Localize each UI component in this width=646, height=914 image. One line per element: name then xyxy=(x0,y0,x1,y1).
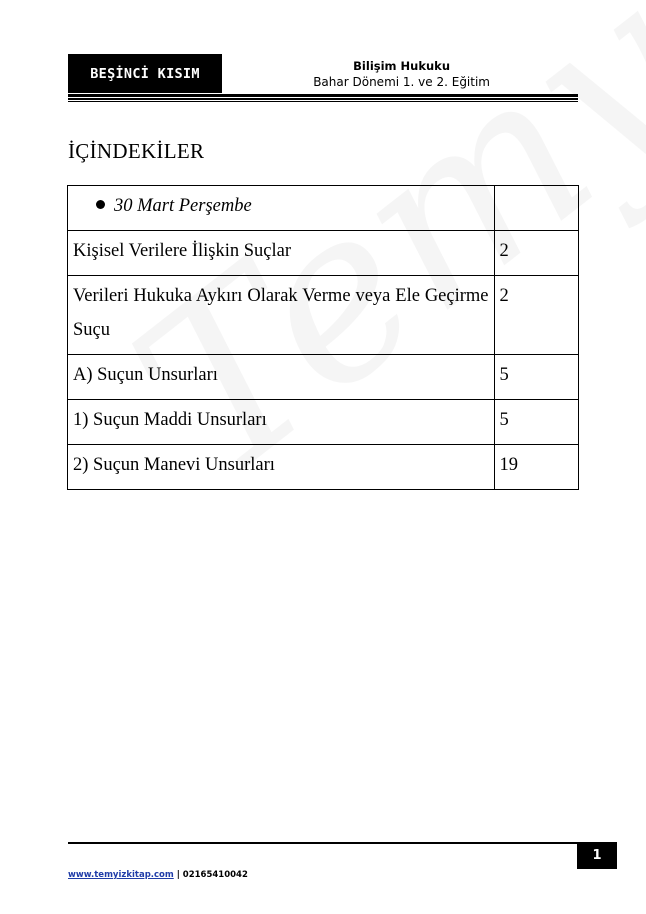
toc-row-label xyxy=(68,186,495,231)
toc-date-label: 30 Mart Perşembe xyxy=(114,196,252,216)
website-link[interactable]: www.temyizkitap.com xyxy=(68,870,174,880)
phone-number: 02165410042 xyxy=(182,870,248,880)
toc-row-page xyxy=(494,186,578,231)
page-number: 1 xyxy=(577,842,617,869)
toc-row xyxy=(68,276,579,355)
footer-rule xyxy=(68,842,578,844)
toc-row xyxy=(68,355,579,400)
toc-row xyxy=(68,231,579,276)
footer-separator: | xyxy=(176,870,180,880)
toc-row-page: 2 xyxy=(494,276,578,355)
toc-row-label: A) Suçun Unsurları xyxy=(68,355,495,400)
toc-row-page: 5 xyxy=(494,355,578,400)
header-title: Bilişim Hukuku xyxy=(353,59,451,73)
header-rule-thin xyxy=(68,101,578,102)
header-text xyxy=(313,58,490,90)
toc-row xyxy=(68,400,579,445)
footer-contact xyxy=(68,870,248,880)
section-badge: BEŞİNCİ KISIM xyxy=(68,54,222,93)
toc-row-label: Kişisel Verilere İlişkin Suçlar xyxy=(68,231,495,276)
bullet-icon xyxy=(96,200,105,209)
toc-row-label: 1) Suçun Maddi Unsurları xyxy=(68,400,495,445)
toc-row xyxy=(68,186,579,231)
header-rule-mid xyxy=(68,98,578,100)
header-rule-thick xyxy=(68,94,578,97)
toc-heading: İÇİNDEKİLER xyxy=(68,139,205,163)
toc-row xyxy=(68,445,579,490)
header-subtitle: Bahar Dönemi 1. ve 2. Eğitim xyxy=(313,75,490,89)
toc-row-page: 2 xyxy=(494,231,578,276)
toc-row-page: 19 xyxy=(494,445,578,490)
toc-table xyxy=(67,185,579,490)
toc-row-label: Verileri Hukuka Aykırı Olarak Verme veya Ele Geçirme Suçu xyxy=(68,276,495,355)
toc-row-page: 5 xyxy=(494,400,578,445)
toc-row-label: 2) Suçun Manevi Unsurları xyxy=(68,445,495,490)
